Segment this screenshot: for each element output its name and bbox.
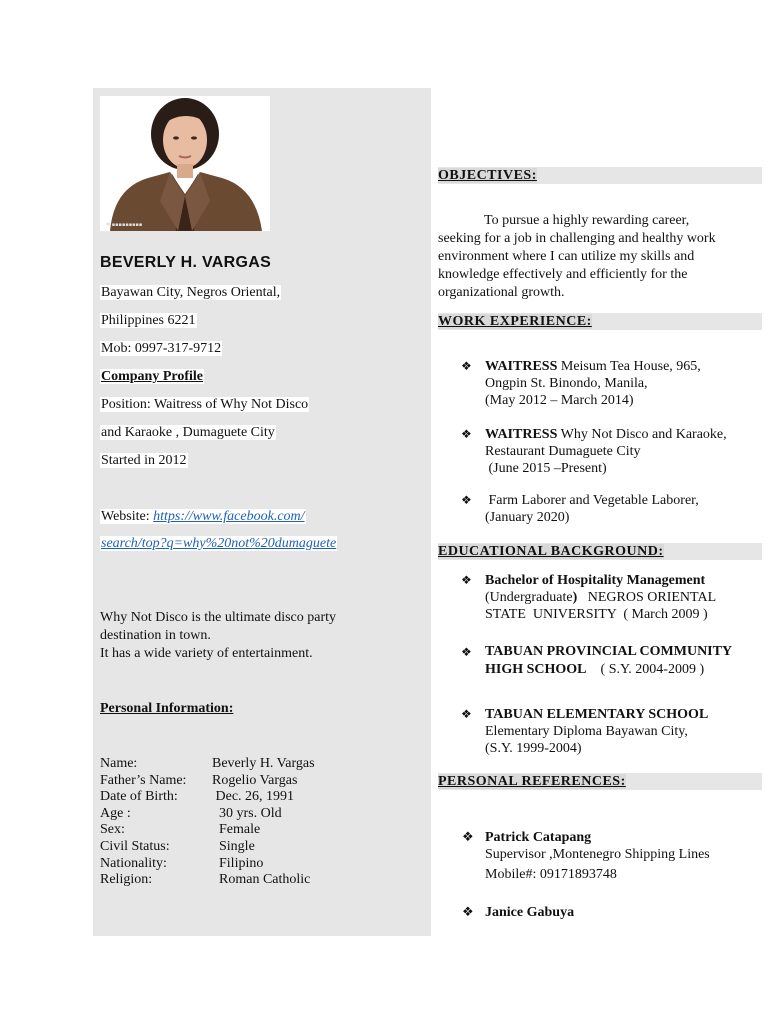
objectives-line: environment where I can utilize my skills and (438, 249, 695, 264)
about-line-3: It has a wide variety of entertainment. (100, 646, 313, 661)
position-line-1: Position: Waitress of Why Not Disco (101, 397, 309, 412)
reference-name: Patrick Catapang (485, 830, 592, 845)
work-item-2 (485, 426, 763, 477)
education-item-2 (485, 643, 763, 679)
pi-row (100, 756, 315, 773)
education-line: NEGROS ORIENTAL (577, 590, 717, 605)
bullet-icon: ❖ (461, 427, 472, 441)
work-line: Farm Laborer and Vegetable Laborer, (485, 493, 699, 508)
work-line: (June 2015 –Present) (485, 461, 607, 476)
work-title: WAITRESS (485, 359, 558, 374)
pi-label: Date of Birth: (100, 789, 178, 805)
position-line-2: and Karaoke , Dumaguete City (101, 425, 275, 440)
svg-text:✱ ▪▪▪▪▪▪▪▪▪: ✱ ▪▪▪▪▪▪▪▪▪ (106, 222, 143, 228)
work-item-3 (485, 492, 763, 526)
objectives-line: seeking for a job in challenging and healthy work (438, 231, 716, 246)
reference-line: Mobile#: 09171893748 (485, 867, 617, 882)
reference-name: Janice Gabuya (485, 905, 575, 920)
company-description (100, 609, 336, 663)
bullet-icon: ❖ (461, 359, 472, 373)
about-line-1: Why Not Disco is the ultimate disco party (100, 610, 337, 625)
education-item-3 (485, 706, 763, 757)
bullet-icon: ❖ (461, 645, 472, 659)
bullet-icon: ❖ (461, 707, 472, 721)
objectives-heading: OBJECTIVES: (438, 167, 762, 184)
pi-label: Civil Status: (100, 838, 170, 854)
references-heading: PERSONAL REFERENCES: (438, 773, 762, 790)
pi-value: Female (212, 822, 261, 838)
work-line: (May 2012 – March 2014) (485, 393, 634, 408)
work-line: Restaurant Dumaguete City (485, 444, 641, 459)
work-title: WAITRESS (485, 427, 558, 442)
company-profile-heading: Company Profile (101, 369, 204, 384)
education-line: STATE UNIVERSITY ( March 2009 ) (485, 607, 708, 622)
pi-value: Single (212, 838, 255, 854)
education-item-1 (485, 572, 763, 623)
personal-info-table (100, 756, 315, 889)
education-title: TABUAN PROVINCIAL COMMUNITY (485, 644, 733, 659)
candidate-name: BEVERLY H. VARGAS (100, 254, 272, 271)
pi-row (100, 856, 315, 873)
education-line: (S.Y. 1999-2004) (485, 741, 582, 756)
bullet-icon: ❖ (461, 493, 472, 507)
pi-row (100, 773, 315, 790)
pi-value: 30 yrs. Old (212, 805, 282, 821)
website-link-cont[interactable]: search/top?q=why%20not%20dumaguete (101, 536, 337, 551)
objectives-line: knowledge effectively and efficiently for the (438, 267, 688, 282)
work-line: Ongpin St. Binondo, Manila, (485, 376, 648, 391)
pi-row (100, 806, 315, 823)
pi-label: Name: (100, 756, 138, 771)
education-heading: EDUCATIONAL BACKGROUND: (438, 543, 762, 560)
website-line: Website: https://www.facebook.com/ (101, 509, 305, 524)
pi-row (100, 839, 315, 856)
work-line: Meisum Tea House, 965, (557, 359, 701, 374)
work-item-1 (485, 358, 763, 409)
work-line: (January 2020) (485, 510, 570, 525)
website-link[interactable]: https://www.facebook.com/ (153, 509, 305, 524)
bullet-icon: ❖ (462, 829, 474, 844)
pi-value: Beverly H. Vargas (212, 756, 315, 771)
education-line: ) (572, 590, 578, 605)
pi-value: Dec. 26, 1991 (212, 789, 295, 805)
address-line-1: Bayawan City, Negros Oriental, (101, 285, 281, 300)
education-line: (Undergraduate (485, 590, 573, 605)
pi-value: Filipino (212, 855, 264, 871)
left-column (93, 88, 431, 936)
reference-item-1 (485, 829, 763, 883)
pi-label: Sex: (100, 822, 125, 838)
pi-value: Roman Catholic (212, 872, 311, 888)
pi-row (100, 872, 315, 889)
pi-label: Father’s Name: (100, 772, 187, 788)
education-line: Elementary Diploma Bayawan City, (485, 724, 688, 739)
started-year: Started in 2012 (101, 453, 187, 468)
education-line: HIGH SCHOOL (485, 662, 587, 677)
education-line: ( S.Y. 2004-2009 ) (586, 662, 705, 677)
pi-value: Rogelio Vargas (212, 772, 298, 788)
bullet-icon: ❖ (462, 904, 474, 919)
about-line-2: destination in town. (100, 628, 211, 643)
pi-label: Religion: (100, 872, 153, 888)
personal-info-heading: Personal Information: (100, 701, 234, 716)
mobile-number: Mob: 0997-317-9712 (101, 341, 222, 356)
pi-row (100, 822, 315, 839)
objectives-line: organizational growth. (438, 285, 565, 300)
bullet-icon: ❖ (461, 573, 472, 587)
education-title: Bachelor of Hospitality Management (485, 573, 706, 588)
address-line-2: Philippines 6221 (101, 313, 196, 328)
pi-label: Age : (100, 805, 131, 821)
website-line-2 (100, 535, 337, 553)
objectives-text (438, 212, 762, 302)
education-title: TABUAN ELEMENTARY SCHOOL (485, 707, 709, 722)
work-line: Why Not Disco and Karaoke, (557, 427, 727, 442)
pi-label: Nationality: (100, 855, 167, 871)
profile-photo (100, 96, 270, 231)
reference-line: Supervisor ,Montenegro Shipping Lines (485, 847, 710, 862)
pi-row (100, 789, 315, 806)
objectives-line: To pursue a highly rewarding career, (484, 213, 690, 228)
reference-item-2 (485, 904, 763, 921)
work-experience-heading: WORK EXPERIENCE: (438, 313, 762, 330)
